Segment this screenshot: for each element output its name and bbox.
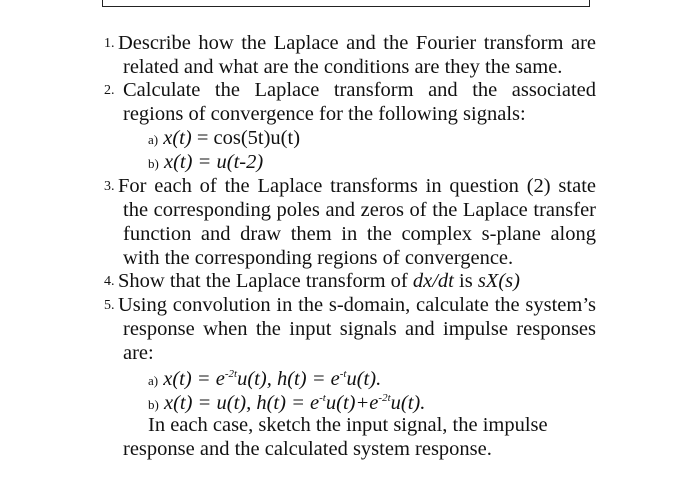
q1-line2: related and what are the conditions are they the same. — [123, 56, 563, 78]
q5-part-a — [148, 367, 381, 393]
q4-line — [118, 269, 520, 293]
q5-a-x-rest: u(t), — [237, 368, 277, 390]
q5-a-h-rest: u(t). — [346, 368, 382, 390]
q2-part-b — [148, 150, 263, 176]
q3-line1: For each of the Laplace transforms in question (2) state — [118, 175, 596, 197]
q4-expr1: dx/dt — [412, 270, 454, 292]
q2-line1: Calculate the Laplace transform and the associated — [123, 79, 596, 101]
q5-line2: response when the input signals and impulse responses — [123, 318, 596, 340]
q2-b-rhs: = u(t-2) — [192, 151, 264, 173]
q5-b-label: b) — [148, 397, 159, 412]
q5-closing2: response and the calculated system response. — [123, 438, 492, 460]
q1-line1: Describe how the Laplace and the Fourier transform are — [118, 32, 596, 54]
q5-b-h-mid: u(t)+e — [325, 392, 379, 414]
q5-number: 5. — [104, 298, 115, 313]
q3-line4: with the corresponding regions of convergence. — [123, 247, 514, 269]
q5-b-x: x(t) = u(t), — [163, 392, 257, 414]
q4-mid: is — [453, 270, 478, 292]
q5-a-h-exp: -t — [339, 368, 347, 381]
q5-closing1: In each case, sketch the input signal, the impulse — [148, 414, 548, 436]
q2-a-rhs: = cos(5t)u(t) — [191, 127, 301, 149]
q4-expr2: sX(s) — [477, 270, 520, 292]
q3-number: 3. — [104, 179, 115, 194]
q2-line2: regions of convergence for the following signals: — [123, 103, 526, 125]
q2-a-lhs: x(t) — [163, 127, 192, 149]
q2-b-lhs: x(t) — [163, 151, 193, 173]
q5-a-x-exp: -2t — [224, 368, 238, 381]
q2-part-a — [148, 126, 300, 152]
q5-b-h-lhs: h(t) = e — [256, 392, 320, 414]
q5-a-label: a) — [148, 373, 159, 388]
q4-text: Show that the Laplace transform of — [118, 270, 413, 292]
q4-number: 4. — [104, 274, 115, 289]
q2-a-label: a) — [148, 132, 159, 147]
q5-a-x-lhs: x(t) = e — [163, 368, 225, 390]
q5-line3: are: — [123, 342, 154, 364]
q5-a-h-lhs: h(t) = e — [276, 368, 340, 390]
q2-number: 2. — [104, 83, 115, 98]
q5-b-h-rest: u(t). — [390, 392, 426, 414]
q3-line3: function and draw them in the complex s-plane along — [123, 223, 596, 245]
q3-line2: the corresponding poles and zeros of the Laplace transfer — [123, 199, 596, 221]
q5-b-h-exp: -t — [319, 392, 326, 405]
q5-b-h-exp2: -2t — [378, 392, 391, 405]
q5-line1: Using convolution in the s-domain, calculate the system’s — [118, 294, 596, 316]
q2-b-label: b) — [148, 156, 159, 171]
q1-number: 1. — [104, 36, 115, 51]
